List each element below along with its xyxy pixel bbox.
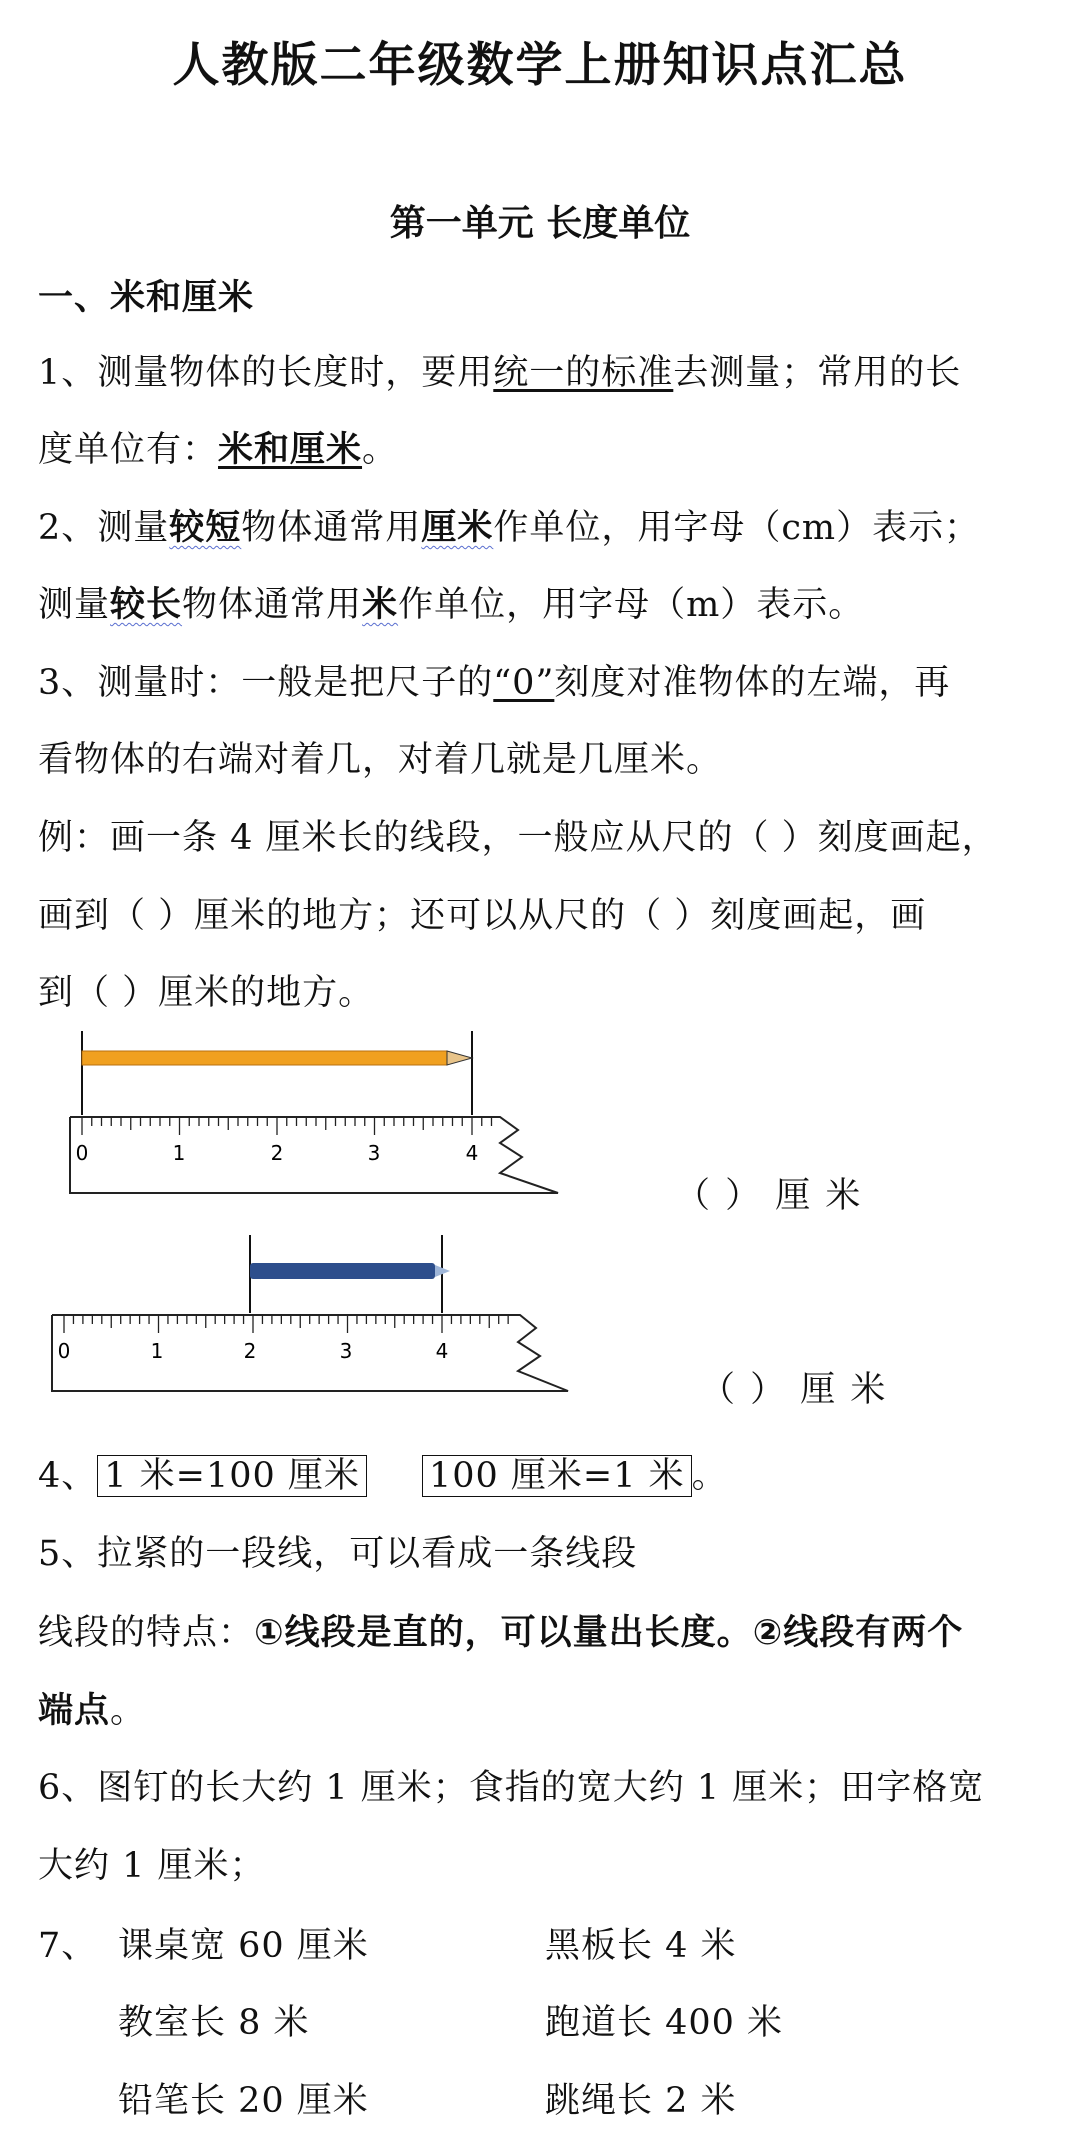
list-item: 教室长 8 米 <box>118 2003 310 2043</box>
point-1-line-1: 1、测量物体的长度时，要用统一的标准去测量；常用的长 <box>38 353 962 393</box>
section-heading: 一、米和厘米 <box>38 278 255 318</box>
example-line-3: 到（ ）厘米的地方。 <box>38 973 375 1013</box>
tick-label: 2 <box>243 1339 257 1363</box>
answer-blank-2: （ ） 厘 米 <box>700 1370 888 1410</box>
unit-title: 第一单元 长度单位 <box>389 203 691 244</box>
point-2-line-2: 测量较长物体通常用米作单位，用字母（m）表示。 <box>38 585 865 625</box>
point-7-number: 7、 <box>38 1926 98 1966</box>
ruler-crayon-figure <box>40 1225 570 1400</box>
tick-label: 0 <box>75 1141 89 1165</box>
document-title: 人教版二年级数学上册知识点汇总 <box>172 38 908 93</box>
list-item: 黑板长 4 米 <box>545 1926 737 1966</box>
ruler-pencil-figure <box>60 1025 580 1205</box>
point-4: 4、 1 米=100 厘米 100 厘米=1 米 。 <box>38 1456 728 1496</box>
point-5: 5、拉紧的一段线，可以看成一条线段 <box>38 1534 638 1574</box>
example-line-2: 画到（ ）厘米的地方；还可以从尺的（ ）刻度画起，画 <box>38 896 927 936</box>
features-line-1: 线段的特点：①线段是直的，可以量出长度。②线段有两个 <box>38 1613 964 1653</box>
tick-label: 3 <box>339 1339 353 1363</box>
point-2-line-1: 2、测量较短物体通常用厘米作单位，用字母（cm）表示； <box>38 508 981 548</box>
point-6-line-1: 6、图钉的长大约 1 厘米；食指的宽大约 1 厘米；田字格宽 <box>38 1768 985 1808</box>
features-line-2: 端点。 <box>38 1691 147 1731</box>
equation-box: 100 厘米=1 米 <box>422 1455 692 1497</box>
example-line-1: 例：画一条 4 厘米长的线段，一般应从尺的（ ）刻度画起， <box>38 818 998 858</box>
point-3-line-1: 3、测量时：一般是把尺子的“0”刻度对准物体的左端，再 <box>38 663 951 703</box>
tick-label: 1 <box>172 1141 186 1165</box>
list-item: 跳绳长 2 米 <box>545 2081 737 2121</box>
ruler-ticks <box>82 1117 492 1135</box>
pencil <box>82 1051 447 1065</box>
point-6-line-2: 大约 1 厘米； <box>38 1846 266 1886</box>
point-3-line-2: 看物体的右端对着几，对着几就是几厘米。 <box>38 740 723 780</box>
tick-label: 1 <box>150 1339 164 1363</box>
list-item: 铅笔长 20 厘米 <box>118 2081 369 2121</box>
tick-label: 0 <box>57 1339 71 1363</box>
tick-label: 4 <box>465 1141 479 1165</box>
tick-label: 3 <box>367 1141 381 1165</box>
list-item: 课桌宽 60 厘米 <box>118 1926 369 1966</box>
equation-box: 1 米=100 厘米 <box>97 1455 367 1497</box>
crayon <box>250 1263 435 1279</box>
point-1-line-2: 度单位有：米和厘米。 <box>38 430 399 470</box>
tick-label: 2 <box>270 1141 284 1165</box>
tick-label: 4 <box>435 1339 449 1363</box>
ruler-ticks <box>64 1315 508 1333</box>
list-item: 跑道长 400 米 <box>545 2003 784 2043</box>
answer-blank-1: （ ） 厘 米 <box>675 1176 863 1216</box>
pencil-tip <box>447 1051 472 1065</box>
